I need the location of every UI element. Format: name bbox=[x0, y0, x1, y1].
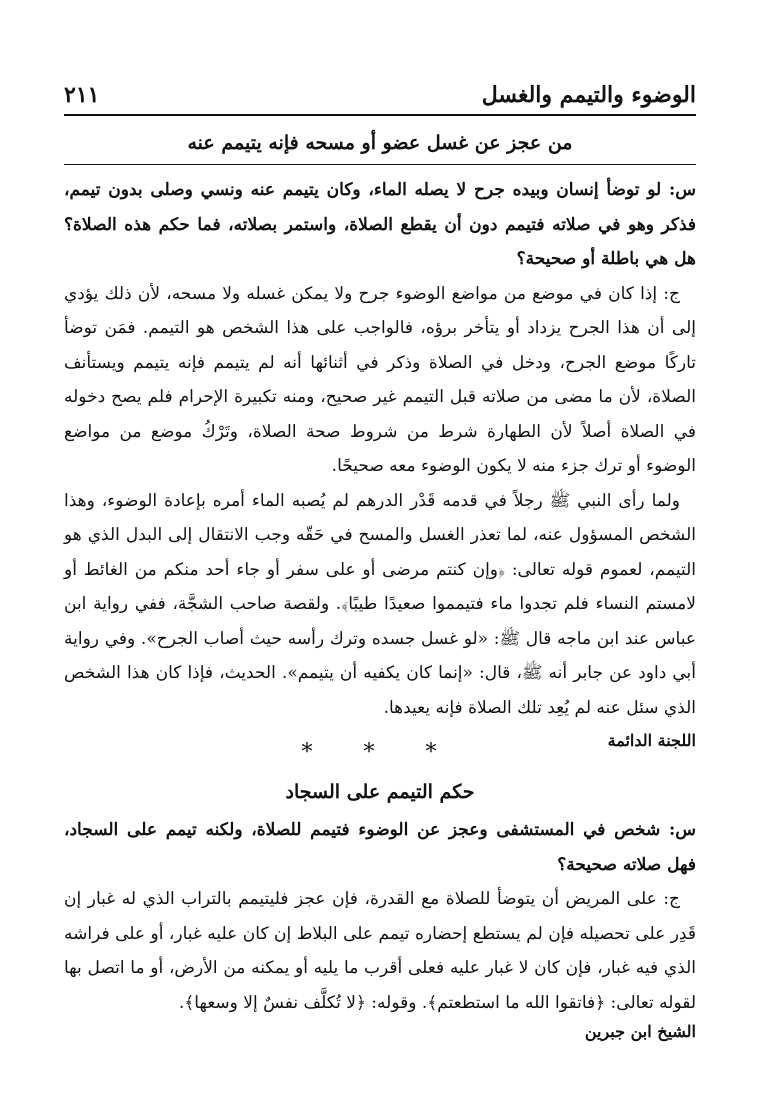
answer-2: ج: على المريض أن يتوضأ للصلاة مع القدرة، فإن عجز فليتيمم بالتراب الذي له غبار إن قَدِر على تحصيله فإن لم يستطع إحضاره تيمم على البلاط إن كان عليه غبار، أو على فراشه الذي فيه غبار، فإن كان لا غبار عليه فعلى أقرب ما يليه أو يمكنه من الأرض، أو ما اتصل بها لقوله تعالى: ﴿فاتقوا الله ما استطعتم﴾. وقوله: ﴿لا تُكلَّف نفسٌ إلا وسعها﴾. bbox=[64, 889, 696, 1013]
separator-stars: * * * bbox=[301, 740, 459, 765]
question-1: س: لو توضأ إنسان وبيده جرح لا يصله الماء، وكان يتيمم عنه ونسي وصلى بدون تيمم، فذكر وهو في صلاته فتيمم دون أن يقطع الصلاة، واستمر بصلاته، فما حكم هذه الصلاة؟ هل هي باطلة أو صحيحة؟ bbox=[64, 180, 696, 269]
running-title: الوضوء والتيمم والغسل bbox=[481, 82, 696, 108]
page-number: ٢١١ bbox=[64, 82, 100, 108]
question-2: س: شخص في المستشفى وعجز عن الوضوء فتيمم للصلاة، ولكنه تيمم على السجاد، فهل صلاته صحيحة؟ bbox=[64, 820, 696, 875]
section-title-2: حكم التيمم على السجاد bbox=[285, 781, 475, 803]
signature-1: اللجنة الدائمة bbox=[607, 731, 696, 750]
page-header bbox=[64, 72, 696, 116]
answer-1-paragraph-2: ولما رأى النبي ﷺ رجلاً في قدمه قَدْر الدرهم لم يُصبه الماء أمره بإعادة الوضوء، وهذا الشخص المسؤول عنه، لما تعذر الغسل والمسح في حَقّه وجب الانتقال إلى البدل الذي هو التيمم، لعموم قوله تعالى: ﴿وإن كنتم مرضى أو على سفر أو جاء أحد منكم من الغائط أو لامستم النساء فلم تجدوا ماء فتيمموا صعيدًا طيبًا﴾. ولقصة صاحب الشجَّة، ففي رواية ابن عباس عند ابن ماجه قال ﷺ: «لو غسل جسده وترك رأسه حيث أصاب الجرح». وفي رواية أبي داود عن جابر أنه ﷺ، قال: «إنما كان يكفيه أن يتيمم». الحديث، فإذا كان هذا الشخص الذي سئل عنه لم يُعِد تلك الصلاة فإنه يعيدها. bbox=[64, 490, 696, 718]
title-underline bbox=[64, 164, 696, 165]
answer-1-paragraph-1: ج: إذا كان في موضع من مواضع الوضوء جرح ولا يمكن غسله ولا مسحه، لأن ذلك يؤدي إلى أن هذا الجرح يزداد أو يتأخر برؤه، فالواجب على هذا الشخص هو التيمم. فمَن توضأ تاركًا موضع الجرح، ودخل في الصلاة وذكر في أثنائها أنه لم يتيمم فإنه يتيمم ويستأنف الصلاة، لأن ما مضى من صلاته قبل التيمم غير صحيح، ومنه تكبيرة الإحرام فلم يصح دخوله في الصلاة أصلاً لأن الطهارة شرط من شروط صحة الصلاة، وتَرْكُ موضع من مواضع الوضوء أو ترك جزء منه لا يكون الوضوء معه صحيحًا. bbox=[64, 283, 696, 476]
section-title-1: من عجز عن غسل عضو أو مسحه فإنه يتيمم عنه bbox=[187, 132, 573, 154]
signature-2: الشيخ ابن جبرين bbox=[584, 1022, 696, 1041]
